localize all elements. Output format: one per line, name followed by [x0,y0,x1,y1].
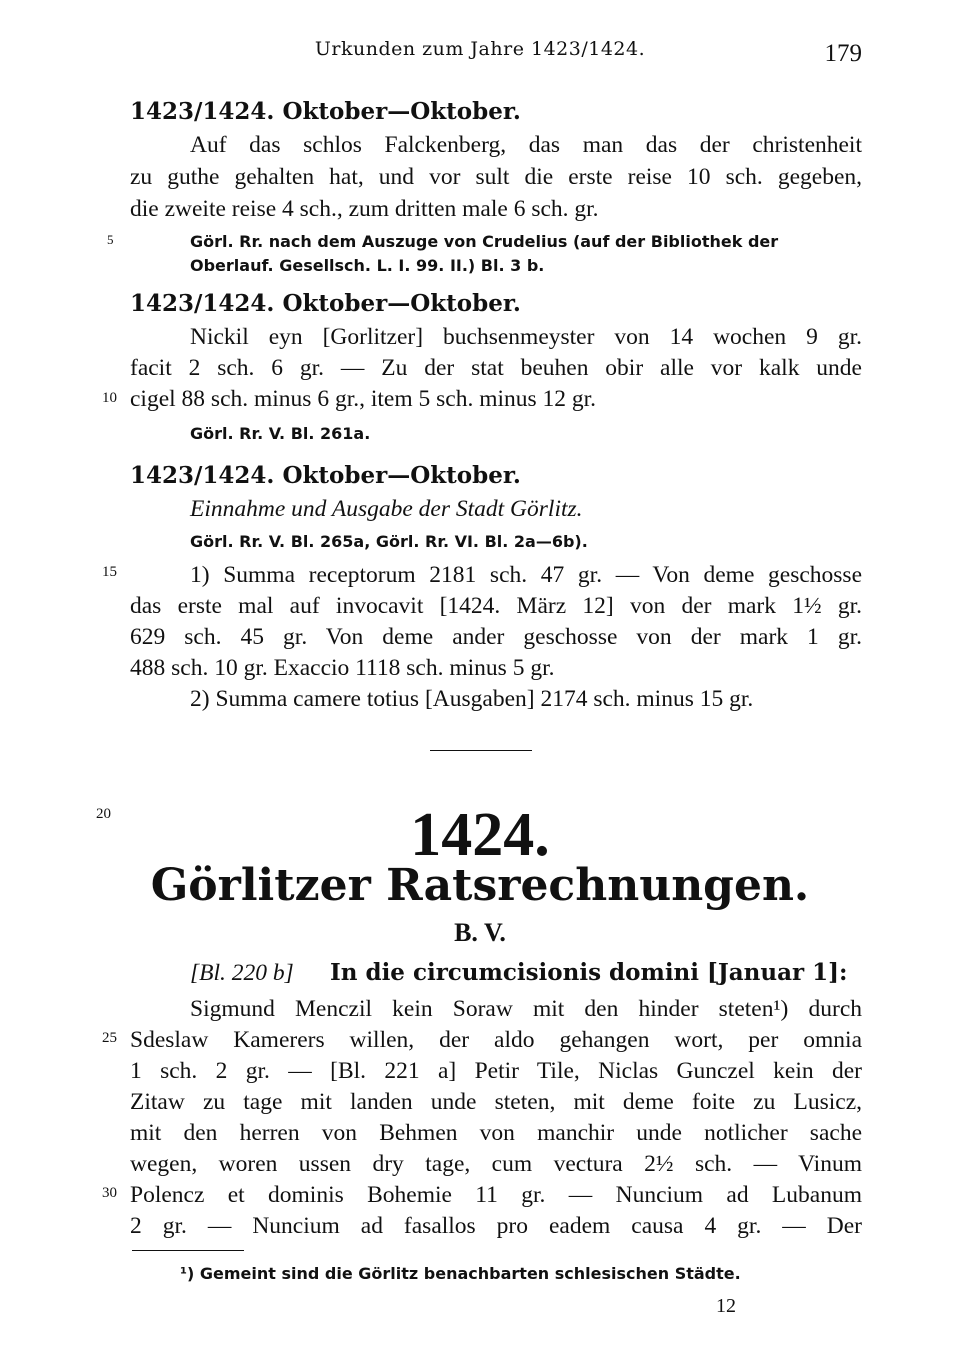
entry-text-line: 488 sch. 10 gr. Exaccio 1118 sch. minus 5 gr. [130,655,555,681]
source-reference: Görl. Rr. V. Bl. 265a, Görl. Rr. VI. Bl. 2a—6b). [190,532,588,551]
entry-text-line: facit 2 sch. 6 gr. — Zu der stat beuhen obir alle vor kalk unde [130,355,862,381]
entry-text-line: das erste mal auf invocavit [1424. März 12] von der mark 1½ gr. [130,593,862,619]
page-number: 179 [824,40,862,67]
printer-signature: 12 [716,1295,736,1317]
running-title: Urkunden zum Jahre 1423/1424. [314,38,646,60]
entry-text-line: cigel 88 sch. minus 6 gr., item 5 sch. minus 12 gr. [130,386,597,412]
entry-heading: 1423/1424. Oktober—Oktober. [130,462,521,489]
entry-text-line: die zweite reise 4 sch., zum dritten male 6 sch. gr. [130,196,599,222]
footnote: ¹) Gemeint sind die Görlitz benachbarten schlesischen Städte. [180,1264,741,1283]
section-year: 1424. [410,801,550,869]
section-text-line: Sdeslaw Kamerers willen, der aldo gehangen wort, per omnia [130,1027,862,1053]
opening-heading: In die circumcisionis domini [Januar 1]: [330,959,848,986]
line-number: 10 [102,390,117,406]
entry-heading: 1423/1424. Oktober—Oktober. [130,290,521,317]
entry-text-line: Auf das schlos Falckenberg, das man das der christenheit [190,132,862,158]
line-number: 25 [102,1030,117,1046]
line-number: 30 [102,1185,117,1201]
section-text-line: 1 sch. 2 gr. — [Bl. 221 a] Petir Tile, Niclas Gunczel kein der [130,1058,862,1084]
line-number: 15 [102,564,117,580]
source-reference: Oberlauf. Gesellsch. L. I. 99. II.) Bl. 3 b. [190,256,545,275]
entry-heading: 1423/1424. Oktober—Oktober. [130,98,521,125]
footnote-rule [132,1250,244,1251]
section-text-line: Zitaw zu tage mit landen unde steten, mit deme foite zu Lusicz, [130,1089,862,1115]
folio-reference: [Bl. 220 b] [190,960,294,986]
entry-text-line: Nickil eyn [Gorlitzer] buchsenmeyster von 14 wochen 9 gr. [190,324,862,350]
section-title: Görlitzer Ratsrechnungen. [150,860,810,911]
section-text-line: 2 gr. — Nuncium ad fasallos pro eadem causa 4 gr. — Der [130,1213,862,1239]
section-text-line: Sigmund Menczil kein Soraw mit den hinder steten¹) durch [190,996,862,1022]
line-number: 5 [107,232,114,247]
source-reference: Görl. Rr. V. Bl. 261a. [190,424,371,443]
entry-text-line: zu guthe gehalten hat, und vor sult die erste reise 10 sch. gegeben, [130,164,862,190]
section-divider [430,750,532,751]
section-text-line: Polencz et dominis Bohemie 11 gr. — Nuncium ad Lubanum [130,1182,862,1208]
volume-label: B. V. [454,918,506,947]
section-text-line: wegen, woren ussen dry tage, cum vectura 2½ sch. — Vinum [130,1151,862,1177]
section-text-line: mit den herren von Behmen von manchir unde notlicher sache [130,1120,862,1146]
entry-subtitle: Einnahme und Ausgabe der Stadt Görlitz. [190,496,583,522]
line-number: 20 [96,806,111,822]
entry-text-line: 629 sch. 45 gr. Von deme ander geschosse von der mark 1 gr. [130,624,862,650]
entry-text-line: 1) Summa receptorum 2181 sch. 47 gr. — Von deme geschosse [190,562,862,588]
entry-text-line: 2) Summa camere totius [Ausgaben] 2174 sch. minus 15 gr. [190,686,754,712]
source-reference: Görl. Rr. nach dem Auszuge von Crudelius (auf der Bibliothek der [190,232,779,251]
